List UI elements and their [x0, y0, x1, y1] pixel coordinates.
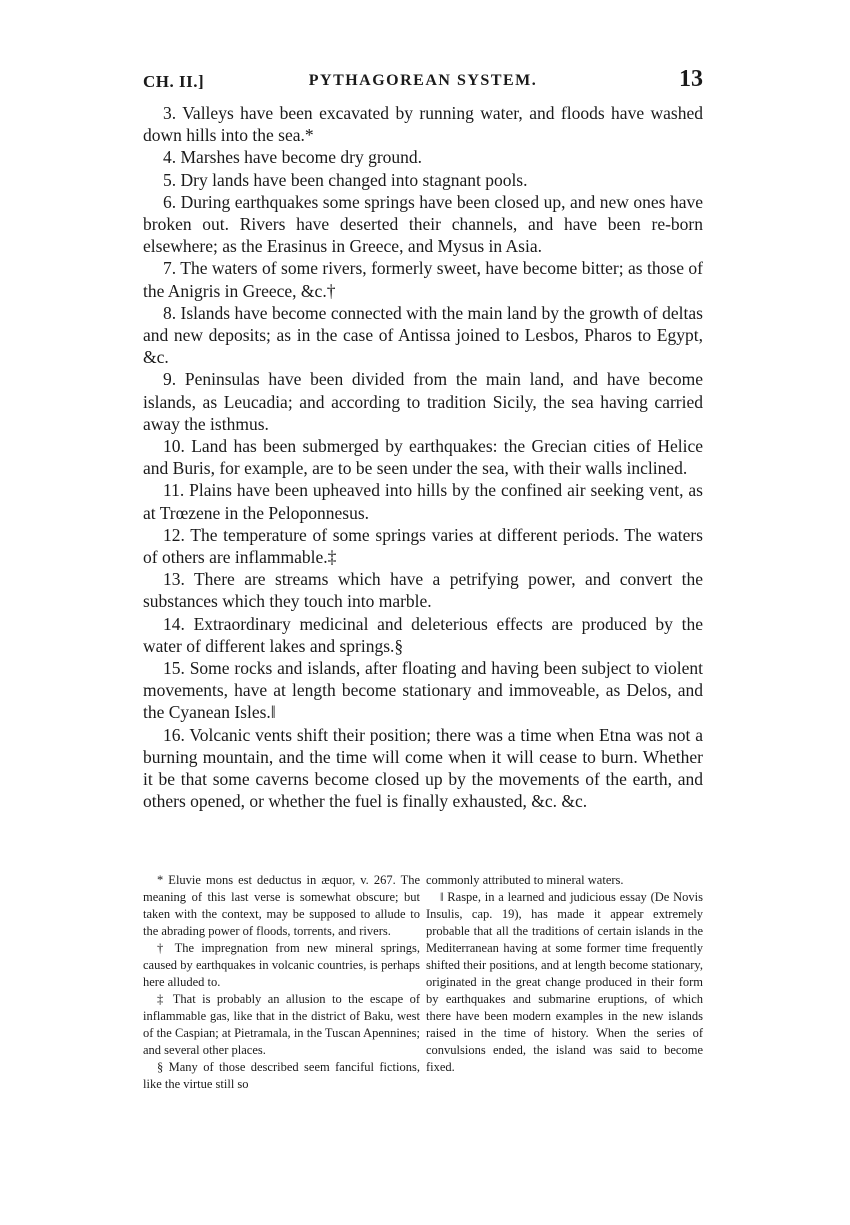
paragraph: 16. Volcanic vents shift their position; there was a time when Etna was not a burning mountain, and the time will come when it will cease to burn. Whether it be that some caverns become closed up by the movements of the earth, and others opened, or whether the fuel is finally exhausted, &c. &c. — [143, 724, 703, 812]
paragraph: 12. The temperature of some springs varies at different periods. The waters of others are inflammable.‡ — [143, 524, 703, 568]
paragraph: 13. There are streams which have a petrifying power, and convert the substances which they touch into marble. — [143, 569, 703, 612]
paragraph: 9. Peninsulas have been divided from the main land, and have become islands, as Leucadia; and according to tradition Sicily, the sea having carried away the isthmus. — [143, 369, 703, 434]
main-text — [143, 102, 703, 813]
footnote-continuation: commonly attributed to mineral waters. — [426, 873, 624, 887]
paragraph: 8. Islands have become connected with the main land by the growth of deltas and new deposits; as in the case of Antissa joined to Lesbos, Pharos to Egypt, &c. — [143, 302, 703, 368]
footnote: § Many of those described seem fanciful fictions, like the virtue still so — [143, 1060, 420, 1091]
running-header — [143, 66, 703, 96]
footnote: ‡ That is probably an allusion to the escape of inflammable gas, like that in the district of Baku, west of the Caspian; at Pietramala, in the Tuscan Apennines; and several other places. — [143, 992, 420, 1057]
footnote: ‖ Raspe, in a learned and judicious essay (De Novis Insulis, cap. 19), has made it appear extremely probable that all the traditions of certain islands in the Mediterranean having at some former time frequently shifted their positions, and at length become stationary, originated in the great change produced in their form by earthquakes and submarine eruptions, of which there have been modern examples in the new islands raised in the time of history. When the series of convulsions ended, the island was said to become fixed. — [426, 890, 703, 1074]
paragraph: 7. The waters of some rivers, formerly sweet, have become bitter; as those of the Anigris in Greece, &c.† — [143, 258, 703, 301]
paragraph: 4. Marshes have become dry ground. — [163, 147, 423, 168]
paragraph: 3. Valleys have been excavated by running water, and floods have washed down hills into the sea.* — [143, 103, 703, 146]
footnote-column-right — [426, 872, 703, 1093]
paragraph: 10. Land has been submerged by earthquakes: the Grecian cities of Helice and Buris, for example, are to be seen under the sea, with their walls inclined. — [143, 436, 703, 479]
paragraph: 14. Extraordinary medicinal and deleterious effects are produced by the water of different lakes and springs.§ — [143, 613, 703, 656]
footnote: † The impregnation from new mineral springs, caused by earthquakes in volcanic countries, is perhaps here alluded to. — [143, 941, 420, 989]
footnotes — [143, 872, 703, 1093]
footnote-column-left — [143, 872, 420, 1093]
paragraph: 5. Dry lands have been changed into stagnant pools. — [163, 169, 528, 190]
chapter-label: CH. II.] — [143, 72, 205, 91]
paragraph: 11. Plains have been upheaved into hills by the confined air seeking vent, as at Trœzene in the Peloponnesus. — [143, 480, 703, 523]
paragraph: 6. During earthquakes some springs have been closed up, and new ones have broken out. Rivers have deserted their channels, and have been re-born elsewhere; as the Erasinus in Greece, and Mysus in Asia. — [143, 191, 703, 257]
paragraph: 15. Some rocks and islands, after floating and having been subject to violent movements, have at length become stationary and immoveable, as Delos, and the Cyanean Isles.‖ — [143, 658, 703, 723]
page-number: 13 — [679, 66, 703, 92]
footnote: * Eluvie mons est deductus in æquor, v. 267. The meaning of this last verse is somewhat obscure; but taken with the context, may be supposed to allude to the abrading power of floods, torrents, and rivers. — [143, 873, 420, 938]
running-title: PYTHAGOREAN SYSTEM. — [308, 72, 538, 89]
